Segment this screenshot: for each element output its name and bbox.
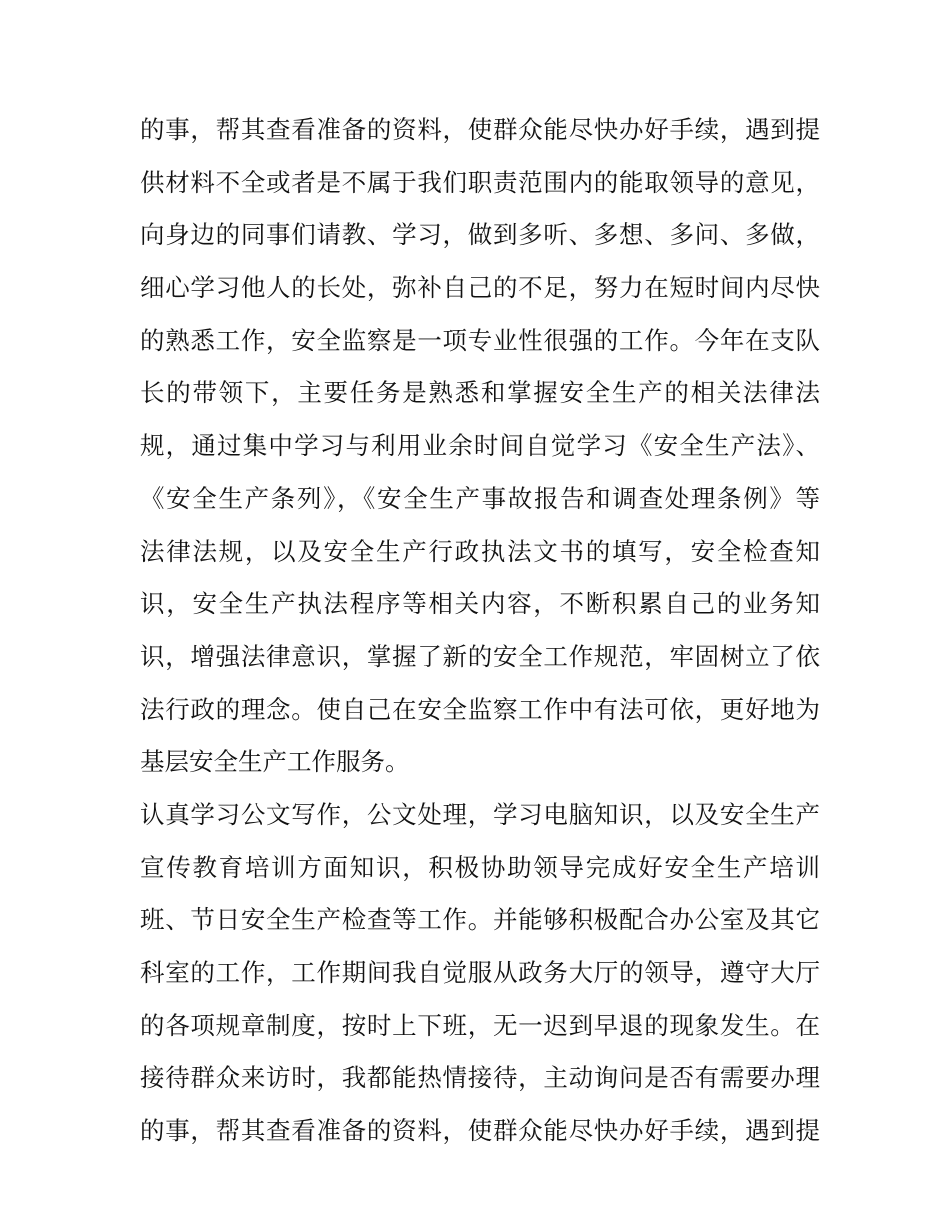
paragraph-1 [140,104,820,789]
text-line: 法行政的理念。使自己在安全监察工作中有法可依，更好地为 [140,694,820,724]
text-line: 细心学习他人的长处，弥补自己的不足，努力在短时间内尽快 [140,273,820,303]
paragraph-2 [140,789,820,1158]
text-line: 识，增强法律意识，掌握了新的安全工作规范，牢固树立了依 [140,641,820,671]
text-line: 的事，帮其查看准备的资料，使群众能尽快办好手续，遇到提 [140,1116,820,1146]
text-line: 科室的工作，工作期间我自觉服从政务大厅的领导，遵守大厅 [140,958,820,987]
text-line: 班、节日安全生产检查等工作。并能够积极配合办公室及其它 [140,905,820,935]
text-line: 的熟悉工作，安全监察是一项专业性很强的工作。今年在支队 [140,325,820,355]
text-line: 《安全生产条列》，《安全生产事故报告和调查处理条例》等 [140,483,820,513]
text-line: 接待群众来访时，我都能热情接待，主动询问是否有需要办理 [140,1063,820,1093]
text-line: 规，通过集中学习与利用业余时间自觉学习《安全生产法》、 [140,431,820,461]
text-line: 基层安全生产工作服务。 [140,747,410,777]
text-line: 法律法规，以及安全生产行政执法文书的填写，安全检查知 [140,536,820,566]
text-line: 认真学习公文写作，公文处理，学习电脑知识，以及安全生产 [140,799,820,829]
text-line: 识，安全生产执法程序等相关内容，不断积累自己的业务知 [140,589,820,619]
text-line: 长的带领下，主要任务是熟悉和掌握安全生产的相关法律法 [140,378,820,408]
document-body [140,104,820,1158]
text-line: 向身边的同事们请教、学习，做到多听、多想、多问、多做， [140,220,820,250]
text-line: 的各项规章制度，按时上下班，无一迟到早退的现象发生。在 [140,1010,820,1040]
text-line: 供材料不全或者是不属于我们职责范围内的能取领导的意见， [140,167,820,197]
text-line: 的事，帮其查看准备的资料，使群众能尽快办好手续，遇到提 [140,115,820,144]
text-line: 宣传教育培训方面知识，积极协助领导完成好安全生产培训 [140,852,820,882]
